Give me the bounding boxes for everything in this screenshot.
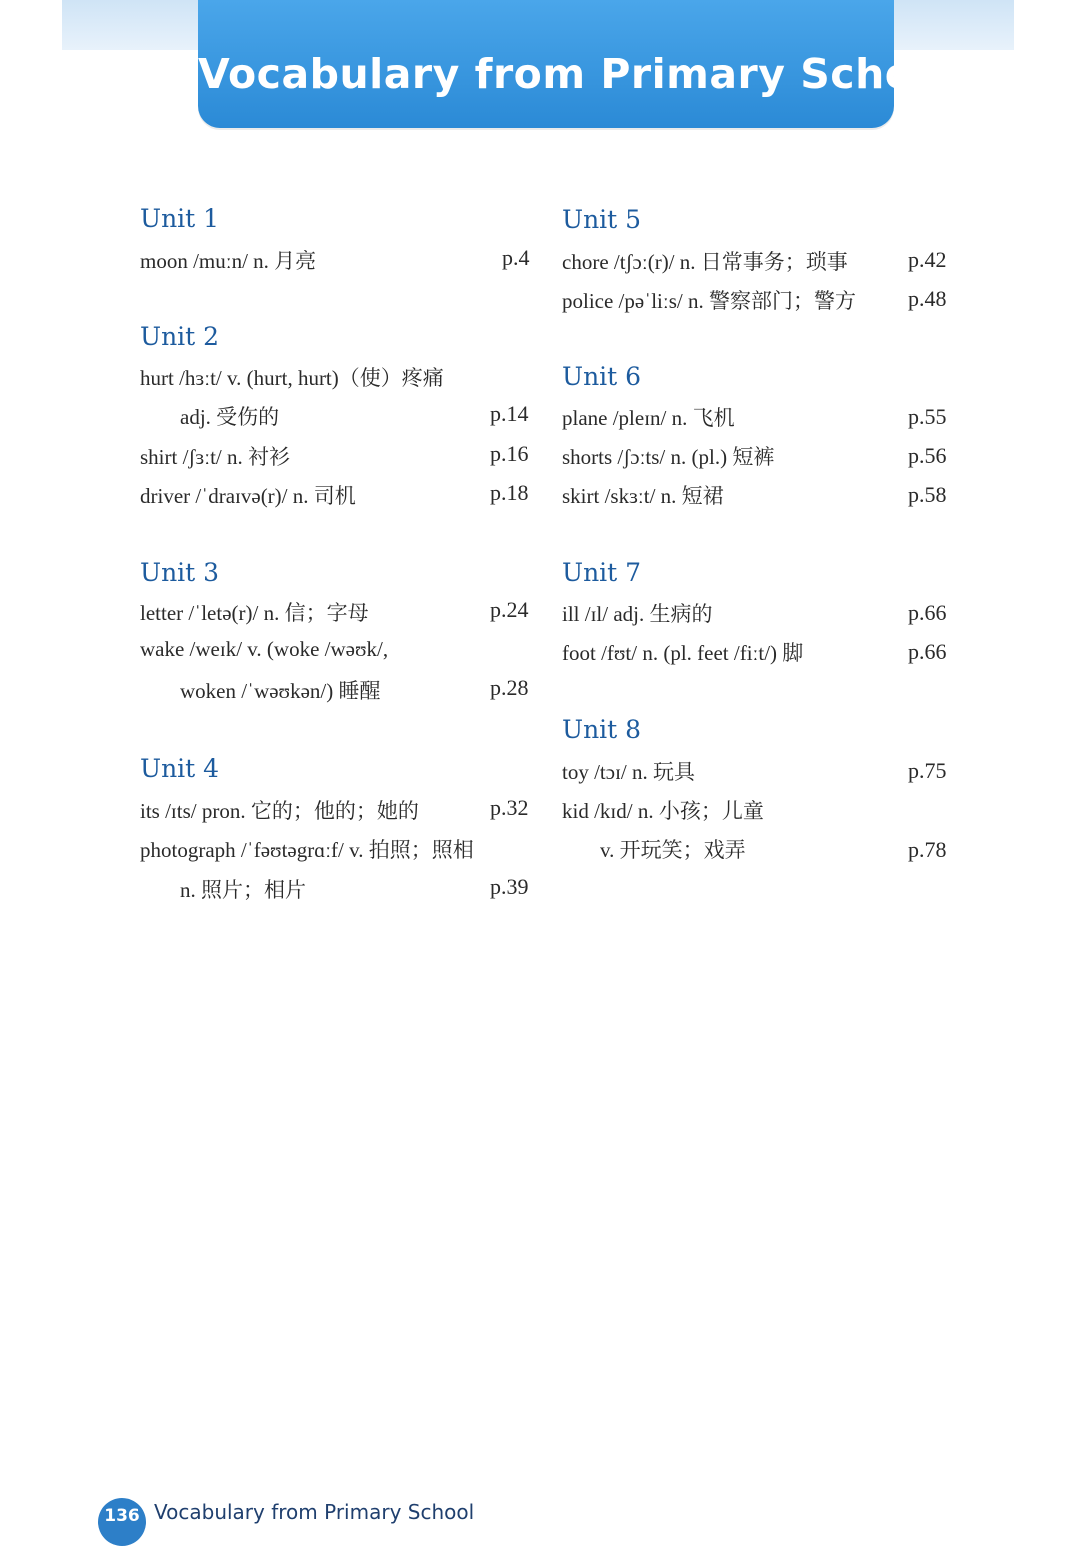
- vocab-entry-its: its /ɪts/ pron. 它的；他的；她的: [140, 799, 419, 823]
- vocab-entry-foot: foot /fʊt/ n. (pl. feet /fiːt/) 脚: [562, 641, 804, 665]
- vocab-entry-wake: wake /weɪk/ v. (woke /wəʊk/,: [140, 637, 389, 661]
- page-ref-hurt: p.14: [490, 401, 529, 426]
- unit-4-heading: Unit 4: [140, 754, 220, 783]
- vocab-entry-hurt: hurt /hɜːt/ v. (hurt, hurt)（使）疼痛: [140, 366, 444, 390]
- unit-5-heading: Unit 5: [562, 205, 642, 234]
- vocab-entry-hurt-adj: adj. 受伤的: [180, 405, 280, 429]
- vocab-entry-wake-cont: woken /ˈwəʊkən/) 睡醒: [180, 679, 381, 703]
- unit-7-heading: Unit 7: [562, 558, 642, 587]
- page-ref-plane: p.55: [908, 404, 947, 429]
- vocab-entry-plane: plane /pleɪn/ n. 飞机: [562, 406, 735, 430]
- vocab-entry-moon: moon /muːn/ n. 月亮: [140, 249, 317, 273]
- vocab-entry-toy: toy /tɔɪ/ n. 玩具: [562, 760, 695, 784]
- unit-6-heading: Unit 6: [562, 362, 642, 391]
- page-ref-chore: p.42: [908, 247, 947, 272]
- page-ref-shorts: p.56: [908, 443, 947, 468]
- page-ref-its: p.32: [490, 795, 529, 820]
- footer-title: Vocabulary from Primary School: [154, 1500, 475, 1524]
- page-ref-foot: p.66: [908, 639, 947, 664]
- unit-3-heading: Unit 3: [140, 558, 220, 587]
- vocab-entry-police: police /pəˈliːs/ n. 警察部门；警方: [562, 289, 856, 313]
- vocab-entry-shirt: shirt /ʃɜːt/ n. 衬衫: [140, 445, 290, 469]
- unit-8-heading: Unit 8: [562, 715, 642, 744]
- vocab-entry-skirt: skirt /skɜːt/ n. 短裙: [562, 484, 724, 508]
- page-ref-police: p.48: [908, 286, 947, 311]
- page-ref-ill: p.66: [908, 600, 947, 625]
- vocab-entry-kid: kid /kɪd/ n. 小孩；儿童: [562, 799, 764, 823]
- page-number: 136: [104, 1506, 140, 1526]
- vocab-entry-kid-verb: v. 开玩笑；戏弄: [600, 838, 746, 862]
- page-ref-kid: p.78: [908, 837, 947, 862]
- page-ref-toy: p.75: [908, 758, 947, 783]
- page-title: Vocabulary from Primary School: [198, 50, 957, 98]
- page-ref-skirt: p.58: [908, 482, 947, 507]
- vocab-entry-letter: letter /ˈletə(r)/ n. 信；字母: [140, 601, 369, 625]
- page-ref-shirt: p.16: [490, 441, 529, 466]
- page-ref-moon: p.4: [502, 245, 530, 270]
- title-banner: [198, 0, 957, 128]
- vocab-entry-driver: driver /ˈdraɪvə(r)/ n. 司机: [140, 484, 356, 508]
- vocab-entry-shorts: shorts /ʃɔːts/ n. (pl.) 短裤: [562, 445, 775, 469]
- page-ref-driver: p.18: [490, 480, 529, 505]
- page-ref-letter: p.24: [490, 597, 529, 622]
- vocab-entry-ill: ill /ɪl/ adj. 生病的: [562, 602, 713, 626]
- page-ref-photograph: p.39: [490, 874, 529, 899]
- vocab-entry-chore: chore /tʃɔː(r)/ n. 日常事务；琐事: [562, 250, 848, 274]
- unit-1-heading: Unit 1: [140, 204, 220, 233]
- vocab-entry-photograph: photograph /ˈfəʊtəgrɑːf/ v. 拍照；照相: [140, 838, 474, 862]
- page-ref-wake: p.28: [490, 675, 529, 700]
- unit-2-heading: Unit 2: [140, 322, 220, 351]
- vocab-entry-photograph-noun: n. 照片；相片: [180, 878, 306, 902]
